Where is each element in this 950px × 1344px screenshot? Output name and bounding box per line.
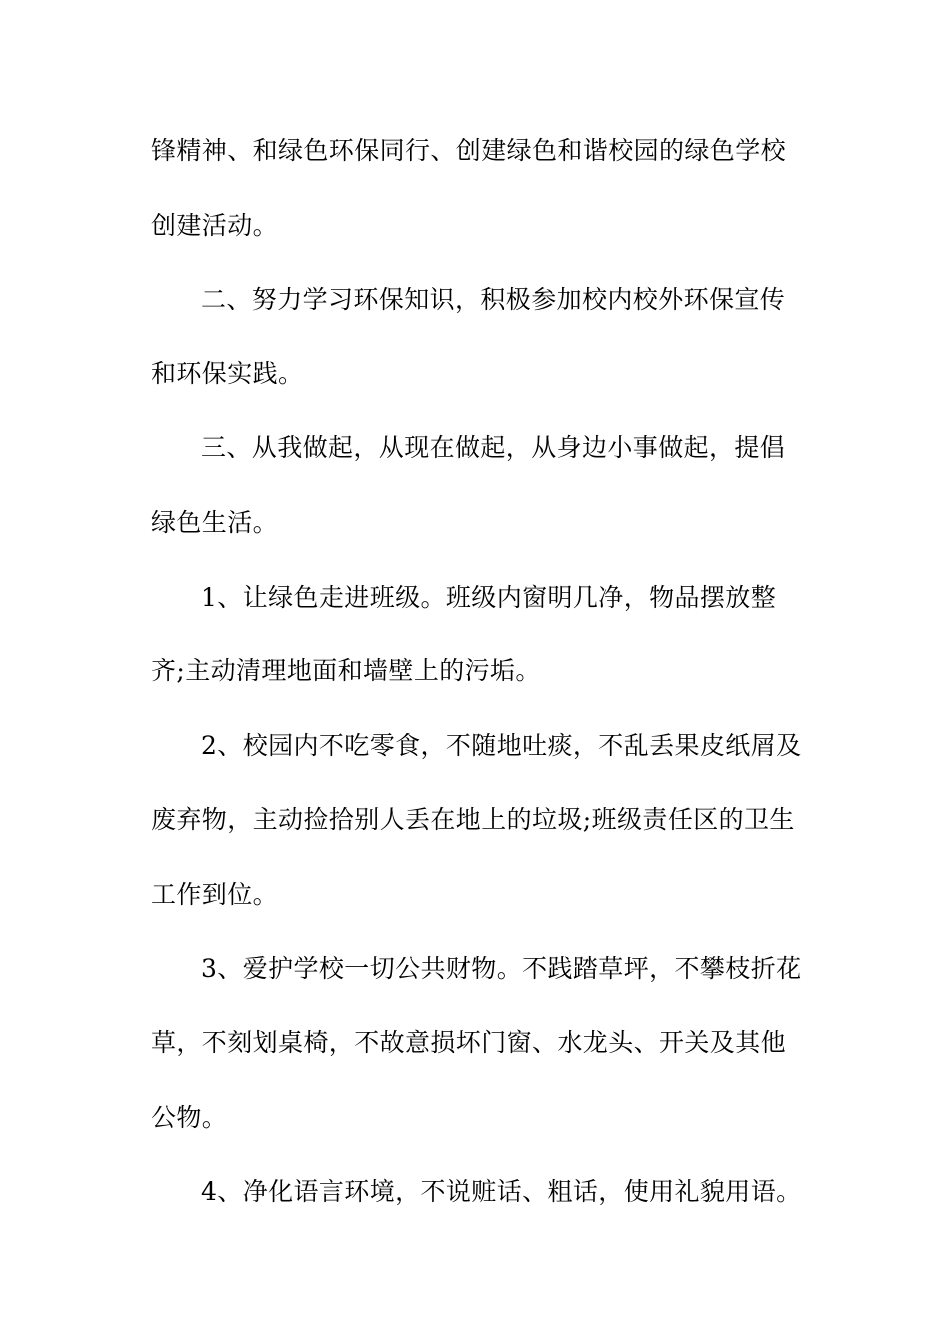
text-line: 二、努力学习环保知识，积极参加校内校外环保宣传 xyxy=(201,285,786,314)
text-line: 废弃物，主动捡拾别人丢在地上的垃圾;班级责任区的卫生 xyxy=(151,805,795,834)
text-line: 工作到位。 xyxy=(151,880,279,909)
text-line: 草，不刻划桌椅，不故意损坏门窗、水龙头、开关及其他 xyxy=(151,1028,787,1057)
text-line: 齐;主动清理地面和墙壁上的污垢。 xyxy=(151,656,541,685)
text-line: 三、从我做起，从现在做起，从身边小事做起，提倡 xyxy=(201,433,786,462)
text-line: 绿色生活。 xyxy=(151,508,279,537)
text-line: 4、净化语言环境，不说赃话、粗话，使用礼貌用语。 xyxy=(201,1177,802,1206)
text-line: 和环保实践。 xyxy=(151,359,304,388)
text-line: 公物。 xyxy=(151,1103,228,1132)
text-line: 锋精神、和绿色环保同行、创建绿色和谐校园的绿色学校 xyxy=(151,136,787,165)
text-line: 2、校园内不吃零食，不随地吐痰，不乱丢果皮纸屑及 xyxy=(201,731,802,760)
text-line: 3、爱护学校一切公共财物。不践踏草坪，不攀枝折花 xyxy=(201,954,802,983)
text-line: 创建活动。 xyxy=(151,211,279,240)
text-line: 1、让绿色走进班级。班级内窗明几净，物品摆放整 xyxy=(201,583,777,612)
